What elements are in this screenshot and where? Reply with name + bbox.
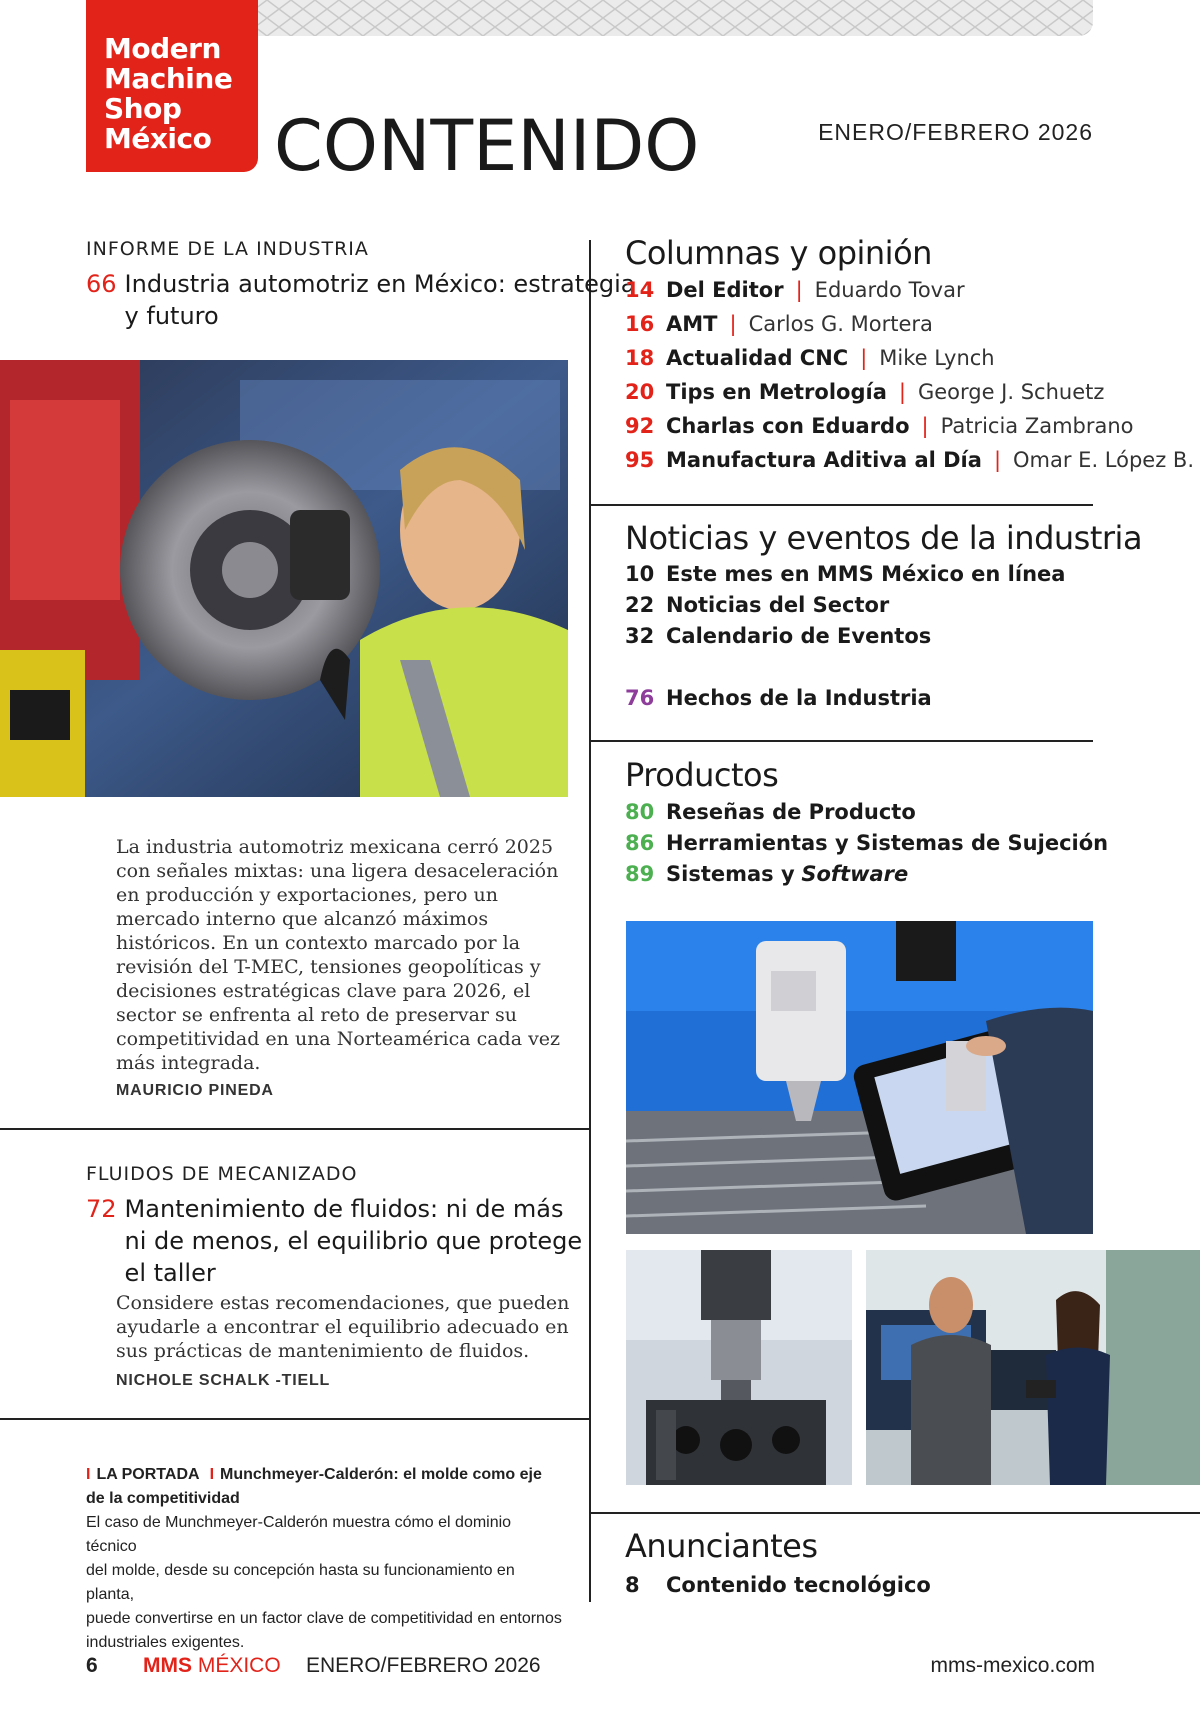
logo-badge[interactable] <box>86 0 258 172</box>
feature-summary-line: ayudarle a encontrar el equilibrio adecuado en <box>116 1316 569 1338</box>
footer-page-number: 6 <box>86 1654 98 1677</box>
author-byline: MAURICIO PINEDA <box>116 1082 274 1099</box>
item-separator: | <box>729 312 737 336</box>
page-title: CONTENIDO <box>274 105 700 187</box>
feature-summary-line: revisión del T-MEC, tensiones geopolíticas y <box>116 956 541 978</box>
item-title: Herramientas y Sistemas de Sujeción <box>666 831 1109 855</box>
cnc-laser-machine-photo <box>626 921 1093 1234</box>
list-item[interactable] <box>625 380 1194 414</box>
feature-summary <box>116 1291 569 1363</box>
logo-line-4: México <box>104 122 212 155</box>
list-item[interactable] <box>625 278 1194 312</box>
footer-brand-light: MÉXICO <box>197 1654 281 1677</box>
portada-bar: I <box>209 1466 215 1483</box>
list-item[interactable] <box>625 686 932 720</box>
item-page-number: 92 <box>625 414 655 438</box>
section-heading-anunciantes: Anunciantes <box>625 1527 818 1565</box>
feature-summary-line: en producción y exportaciones, pero un <box>116 884 498 906</box>
item-separator: | <box>921 414 929 438</box>
list-item[interactable] <box>625 624 1065 655</box>
section-heading-columnas: Columnas y opinión <box>625 234 932 272</box>
item-title: Hechos de la Industria <box>666 686 932 710</box>
feature-summary-line: Considere estas recomendaciones, que pueden <box>116 1292 570 1314</box>
list-item[interactable] <box>625 562 1065 593</box>
feature-summary-line: con señales mixtas: una ligera desaceleración <box>116 860 559 882</box>
portada-bar: I <box>86 1466 91 1483</box>
section-divider <box>0 1418 590 1420</box>
feature-summary-line: históricos. En un contexto marcado por la <box>116 932 521 954</box>
section-divider <box>590 504 1093 506</box>
software-workers-photo <box>866 1250 1200 1485</box>
feature-kicker: FLUIDOS DE MECANIZADO <box>86 1163 358 1185</box>
section-divider <box>590 740 1093 742</box>
item-page-number: 89 <box>625 862 655 886</box>
item-author: Mike Lynch <box>879 346 995 370</box>
feature-page-number: 66 <box>86 270 117 298</box>
footer-issue: ENERO/FEBRERO 2026 <box>306 1654 541 1677</box>
feature-summary-line: sus prácticas de mantenimiento de fluidos. <box>116 1340 530 1362</box>
item-separator: | <box>795 278 803 302</box>
item-author: Eduardo Tovar <box>814 278 965 302</box>
item-title: Manufactura Aditiva al Día <box>666 448 982 472</box>
item-page-number: 20 <box>625 380 655 404</box>
list-item[interactable] <box>625 312 1194 346</box>
item-page-number: 22 <box>625 593 655 617</box>
item-separator: | <box>993 448 1002 472</box>
item-page-number: 32 <box>625 624 655 648</box>
feature-summary-line: La industria automotriz mexicana cerró 2025 <box>116 836 554 858</box>
section-heading-noticias: Noticias y eventos de la industria <box>625 519 1143 557</box>
feature-page-number: 72 <box>86 1195 117 1223</box>
item-author: George J. Schuetz <box>917 380 1105 404</box>
portada-desc-line: El caso de Munchmeyer-Calderón muestra cómo el dominio técnico <box>86 1514 512 1555</box>
feature-title-line: Mantenimiento de fluidos: ni de más <box>124 1195 564 1223</box>
item-page-number: 86 <box>625 831 655 855</box>
portada-title: Munchmeyer-Calderón: el molde como eje <box>220 1466 542 1483</box>
feature-summary-line: sector se enfrenta al reto de preservar su <box>116 1004 518 1026</box>
item-separator: | <box>898 380 906 404</box>
feature-title-line: Industria automotriz en México: estrategia <box>124 270 636 298</box>
item-page-number: 76 <box>625 686 655 710</box>
feature-title-link[interactable] <box>86 1193 582 1289</box>
logo-line-1: Modern <box>104 32 221 65</box>
item-title: Reseñas de Producto <box>666 800 916 824</box>
footer-url-link[interactable]: mms-mexico.com <box>930 1654 1095 1677</box>
footer-brand <box>143 1654 281 1678</box>
decorative-pattern-strip <box>255 0 1093 36</box>
footer-brand-bold: MMS <box>143 1654 192 1677</box>
anunciantes-list <box>625 1573 931 1607</box>
item-page-number: 95 <box>625 448 655 472</box>
item-separator: | <box>860 346 868 370</box>
item-title-italic: Software <box>801 862 909 886</box>
item-title: Actualidad CNC <box>666 346 849 370</box>
lattice-pattern <box>255 0 1093 36</box>
item-page-number: 18 <box>625 346 655 370</box>
item-author: Carlos G. Mortera <box>748 312 933 336</box>
list-item[interactable] <box>625 862 1108 893</box>
issue-date: ENERO/FEBRERO 2026 <box>818 119 1093 145</box>
noticias-list <box>625 562 1065 655</box>
feature-title-link[interactable] <box>86 268 635 332</box>
author-byline: NICHOLE SCHALK -TIELL <box>116 1372 331 1389</box>
item-title: Tips en Metrología <box>666 380 887 404</box>
list-item[interactable] <box>625 593 1065 624</box>
feature-summary-line: mercado interno que alcanzó máximos <box>116 908 489 930</box>
item-title: Del Editor <box>666 278 784 302</box>
item-page-number: 16 <box>625 312 655 336</box>
section-divider <box>590 1512 1200 1514</box>
item-page-number: 10 <box>625 562 655 586</box>
columnas-list <box>625 278 1194 482</box>
list-item[interactable] <box>625 800 1108 831</box>
feature-title-line: el taller <box>124 1259 216 1287</box>
cover-story-block[interactable] <box>86 1463 566 1655</box>
noticias-extra-list <box>625 686 932 720</box>
portada-title-cont: de la competitividad <box>86 1490 240 1507</box>
item-page-number: 80 <box>625 800 655 824</box>
portada-desc-line: del molde, desde su concepción hasta su funcionamiento en planta, <box>86 1562 515 1603</box>
item-page-number: 14 <box>625 278 655 302</box>
item-author: Patricia Zambrano <box>940 414 1134 438</box>
item-title: Charlas con Eduardo <box>666 414 910 438</box>
list-item[interactable] <box>625 346 1194 380</box>
automotive-worker-photo <box>0 360 568 797</box>
logo-line-2: Machine <box>104 62 233 95</box>
portada-desc-line: industriales exigentes. <box>86 1634 245 1651</box>
item-title: Este mes en MMS México en línea <box>666 562 1066 586</box>
feature-kicker: INFORME DE LA INDUSTRIA <box>86 238 369 260</box>
list-item[interactable] <box>625 1573 931 1607</box>
section-divider <box>0 1128 590 1130</box>
feature-summary-line: más integrada. <box>116 1052 261 1074</box>
section-heading-productos: Productos <box>625 756 779 794</box>
item-title: AMT <box>666 312 718 336</box>
item-title: Calendario de Eventos <box>666 624 932 648</box>
item-title: Noticias del Sector <box>666 593 890 617</box>
logo-line-3: Shop <box>104 92 182 125</box>
item-page-number: 8 <box>625 1573 640 1597</box>
toolholding-photo <box>626 1250 852 1485</box>
item-title: Contenido tecnológico <box>666 1573 931 1597</box>
portada-description <box>86 1511 566 1655</box>
portada-desc-line: puede convertirse en un factor clave de competitividad en entornos <box>86 1610 562 1627</box>
productos-list <box>625 800 1108 893</box>
feature-summary-line: competitividad en una Norteamérica cada vez <box>116 1028 561 1050</box>
list-item[interactable] <box>625 448 1194 482</box>
list-item[interactable] <box>625 831 1108 862</box>
item-author: Omar E. López B. <box>1013 448 1195 472</box>
portada-label: LA PORTADA <box>96 1466 200 1483</box>
feature-title-line: y futuro <box>124 302 219 330</box>
feature-summary <box>116 835 560 1075</box>
item-title: Sistemas y <box>666 862 795 886</box>
feature-summary-line: decisiones estratégicas clave para 2026, el <box>116 980 531 1002</box>
column-divider <box>589 240 591 1602</box>
feature-title-line: ni de menos, el equilibrio que protege <box>124 1227 583 1255</box>
list-item[interactable] <box>625 414 1194 448</box>
